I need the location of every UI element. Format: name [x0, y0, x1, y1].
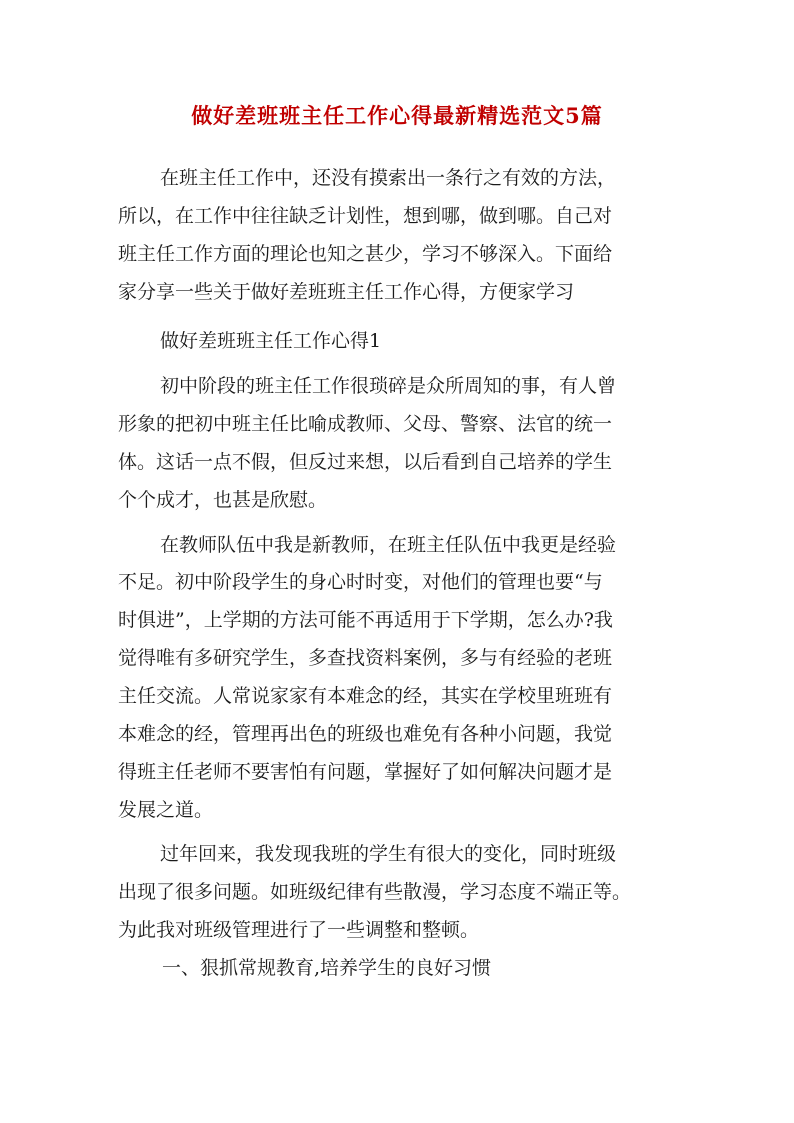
paragraph-line: 在教师队伍中我是新教师，在班主任队伍中我更是经验	[160, 534, 617, 556]
paragraph-line: 班主任工作方面的理论也知之甚少，学习不够深入。下面给	[118, 243, 613, 265]
paragraph-line: 时俱进”，上学期的方法可能不再适用于下学期，怎么办?我	[118, 609, 613, 631]
paragraph-line: 本难念的经，管理再出色的班级也难免有各种小问题，我觉	[118, 723, 613, 745]
list-heading: 一、狠抓常规教育,培养学生的良好习惯	[162, 957, 492, 979]
paragraph-line: 出现了很多问题。如班级纪律有些散漫，学习态度不端正等。	[118, 881, 632, 903]
paragraph-line: 过年回来，我发现我班的学生有很大的变化，同时班级	[160, 843, 617, 865]
paragraph-line: 家分享一些关于做好差班班主任工作心得，方便家学习	[118, 281, 575, 303]
paragraph-line: 主任交流。人常说家家有本难念的经，其实在学校里班班有	[118, 685, 613, 707]
paragraph-line: 个个成才，也甚是欣慰。	[118, 489, 328, 511]
paragraph-line: 形象的把初中班主任比喻成教师、父母、警察、法官的统一	[118, 413, 613, 435]
paragraph-line: 不足。初中阶段学生的身心时时变，对他们的管理也要“与	[118, 571, 603, 593]
paragraph-line: 觉得唯有多研究学生，多查找资料案例，多与有经验的老班	[118, 647, 613, 669]
document-title: 做好差班班主任工作心得最新精选范文5篇	[191, 103, 603, 128]
paragraph-line: 所以，在工作中往往缺乏计划性，想到哪，做到哪。自己对	[118, 205, 613, 227]
paragraph-line: 体。这话一点不假，但反过来想，以后看到自己培养的学生	[118, 451, 613, 473]
section-heading: 做好差班班主任工作心得1	[160, 330, 382, 352]
paragraph-line: 得班主任老师不要害怕有问题，掌握好了如何解决问题才是	[118, 761, 613, 783]
paragraph-line: 初中阶段的班主任工作很琐碎是众所周知的事，有人曾	[160, 375, 617, 397]
paragraph-line: 在班主任工作中，还没有摸索出一条行之有效的方法，	[160, 167, 617, 189]
paragraph-line: 为此我对班级管理进行了一些调整和整顿。	[118, 919, 480, 941]
paragraph-line: 发展之道。	[118, 799, 214, 821]
